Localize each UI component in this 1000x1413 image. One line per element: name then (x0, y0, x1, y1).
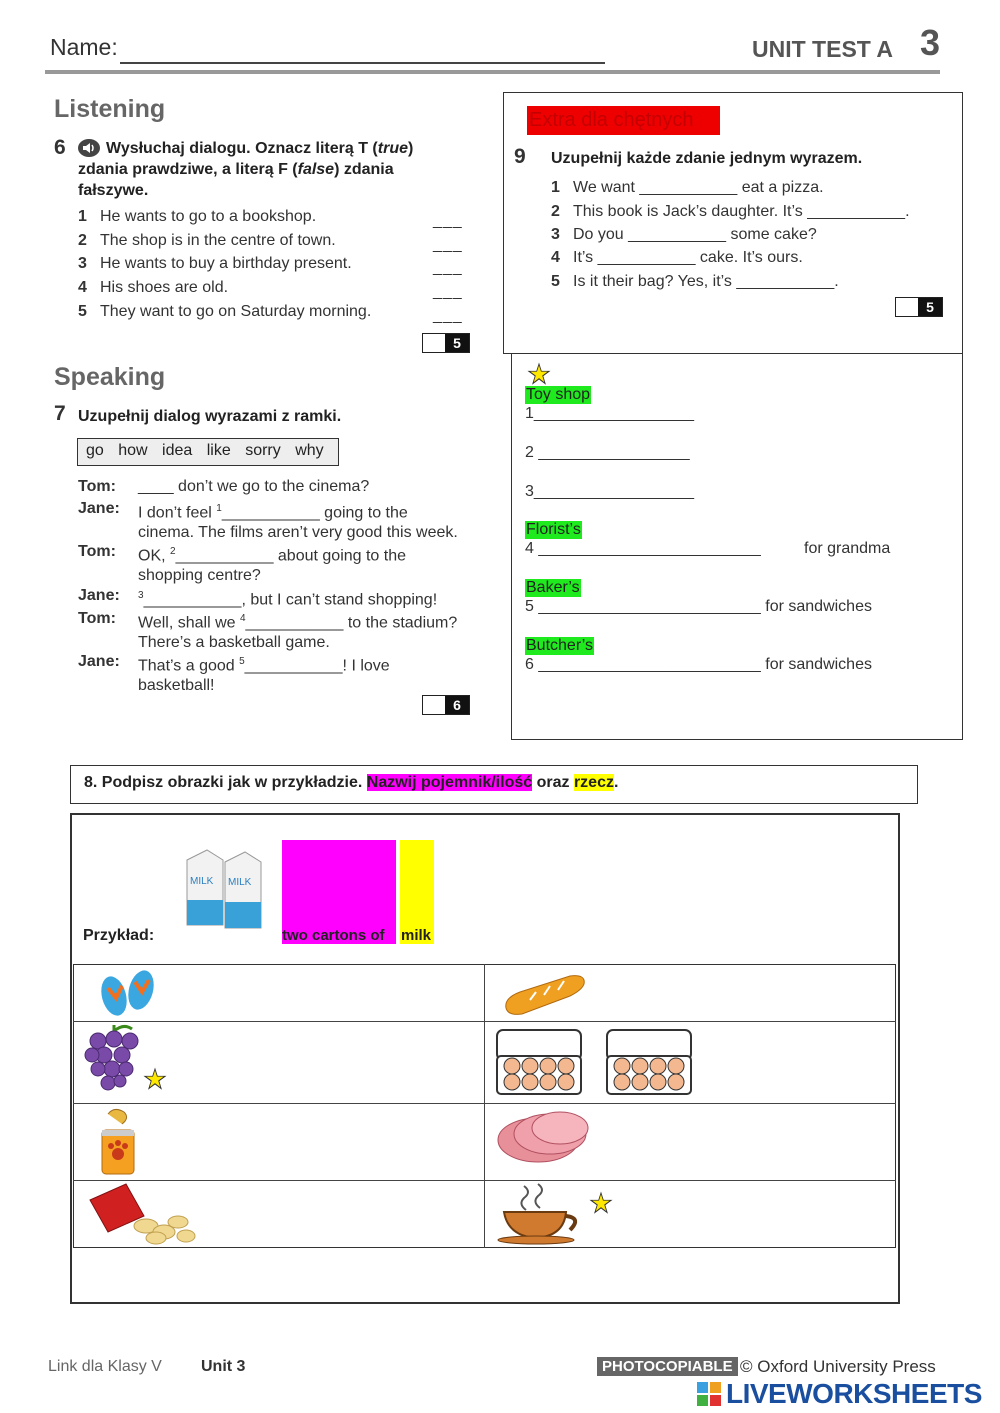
liveworksheets-logo-icon (697, 1382, 721, 1406)
shop-answer-line-4[interactable]: 4 _________________________ (525, 540, 761, 557)
answer-cell-ham[interactable] (600, 1107, 892, 1177)
shop-answer-line-3[interactable]: 3__________________ (525, 483, 695, 500)
grid-divider (484, 964, 485, 1248)
exercise-9-instruction: Uzupełnij każde zdanie jednym wyrazem. (551, 150, 863, 167)
butcher-label: Butcher’s (526, 637, 593, 654)
extra-label: Extra dla chętnych (527, 106, 720, 135)
list-item: 1 He wants to go to a bookshop. (78, 208, 317, 225)
list-item: 5 They want to go on Saturday morning. (78, 303, 372, 320)
baker-label: Baker’s (526, 579, 580, 596)
exercise-7-number: 7 (54, 402, 66, 425)
answer-cell-bread[interactable] (600, 968, 892, 1018)
list-item: 3 He wants to buy a birthday present. (78, 255, 352, 272)
shop-answer-line-2[interactable]: 2 _________________ (525, 444, 690, 461)
exercise-6-instruction: Wysłuchaj dialogu. Oznacz literą T (true) zdania prawdziwe, a literą F (false) zdania fałszywe. (78, 140, 414, 199)
eggs-image-2 (604, 1026, 694, 1100)
example-container-text: two cartons of (282, 927, 385, 944)
grapes-image (84, 1023, 144, 1093)
listening-heading: Listening (54, 95, 166, 123)
exercise-8-instruction: 8. Podpisz obrazki jak w przykładzie. Nazwij pojemnik/ilość oraz rzecz. (70, 765, 918, 804)
unit-number: 3 (920, 22, 941, 63)
list-item: 2 This book is Jack’s daughter. It’s ___________. (551, 203, 910, 220)
bread-image (500, 968, 590, 1018)
flip-flops-image (86, 966, 170, 1020)
exercise-9-number: 9 (514, 145, 526, 168)
answer-cell-eggs[interactable] (700, 1025, 892, 1099)
toy-shop-label: Toy shop (526, 386, 591, 403)
liveworksheets-brand: LIVEWORKSHEETS (726, 1378, 982, 1409)
tin-image (96, 1106, 140, 1178)
list-item: 4 It’s ___________ cake. It’s ours. (551, 249, 803, 266)
answer-blank-5[interactable]: ___ (433, 307, 463, 324)
publisher-credit: © Oxford University Press (740, 1357, 936, 1376)
ham-image (494, 1106, 592, 1168)
answer-blank-3[interactable]: ___ (433, 259, 463, 276)
answer-blank-2[interactable]: ___ (433, 236, 463, 253)
score-box-9: 5 (895, 297, 943, 317)
florist-label: Florist’s (526, 521, 581, 538)
answer-cell-crisps[interactable] (205, 1184, 480, 1244)
list-item: 1 We want ___________ eat a pizza. (551, 179, 824, 196)
header-divider (45, 70, 940, 74)
answer-cell-tin[interactable] (175, 1107, 480, 1177)
footer-course: Link dla Klasy V (48, 1358, 162, 1375)
answer-blank-4[interactable]: ___ (433, 283, 463, 300)
example-label: Przykład: (83, 927, 155, 944)
shop-answer-line-5[interactable]: 5 _________________________ for sandwiches (525, 598, 872, 615)
coffee-cup-image (494, 1182, 584, 1246)
answer-cell-coffee[interactable] (620, 1184, 892, 1244)
exercise-6-number: 6 (54, 136, 66, 159)
name-input-line[interactable] (120, 62, 605, 64)
list-item: 3 Do you ___________ some cake? (551, 226, 817, 243)
footer-unit: Unit 3 (201, 1358, 246, 1375)
shop-line-4-suffix: for grandma (804, 540, 891, 557)
list-item: 5 Is it their bag? Yes, it’s ___________. (551, 273, 839, 290)
answer-blank-1[interactable]: ___ (433, 212, 463, 229)
grid-row-line (73, 1021, 896, 1022)
word-box: go how idea like sorry why (77, 438, 339, 466)
example-thing-text: milk (401, 927, 432, 944)
answer-cell-grapes[interactable] (175, 1025, 480, 1099)
score-box-7: 6 (422, 695, 470, 715)
shop-answer-line-6[interactable]: 6 _________________________ for sandwiches (525, 656, 872, 673)
grid-row-line (73, 1180, 896, 1181)
milk-text-2: MILK (228, 877, 252, 888)
name-label: Name: (50, 34, 118, 60)
exercise-9-items (551, 179, 951, 299)
milk-cartons-image (165, 840, 270, 940)
crisps-image (86, 1182, 201, 1246)
shop-answer-line-1[interactable]: 1__________________ (525, 405, 695, 422)
speaking-heading: Speaking (54, 363, 166, 391)
unit-test-title: UNIT TEST A (752, 36, 893, 62)
answer-cell-flip-flops[interactable] (175, 968, 480, 1018)
eggs-image-1 (494, 1026, 584, 1100)
score-box-6: 5 (422, 333, 470, 353)
dialogue: Tom: ____ don’t we go to the cinema? Jane: I don’t feel $^1$___________ going to the cinema. The films aren’t very good this week. Tom: OK, $^2$___________ about going to the shopping centre? Jane: $^3$___________, but I can’t stand shopping! Tom: Well, shall we $^4$___________ to the stadium? There’s a basketball game. Jane: That’s a good $^5$___________! I love basketball! (78, 478, 458, 695)
exercise-7-instruction: Uzupełnij dialog wyrazami z ramki. (78, 408, 342, 425)
list-item: 4 His shoes are old. (78, 279, 229, 296)
photocopiable-badge: PHOTOCOPIABLE (597, 1357, 738, 1376)
milk-text-1: MILK (190, 876, 214, 887)
grid-row-line (73, 1103, 896, 1104)
list-item: 2 The shop is in the centre of town. (78, 232, 336, 249)
